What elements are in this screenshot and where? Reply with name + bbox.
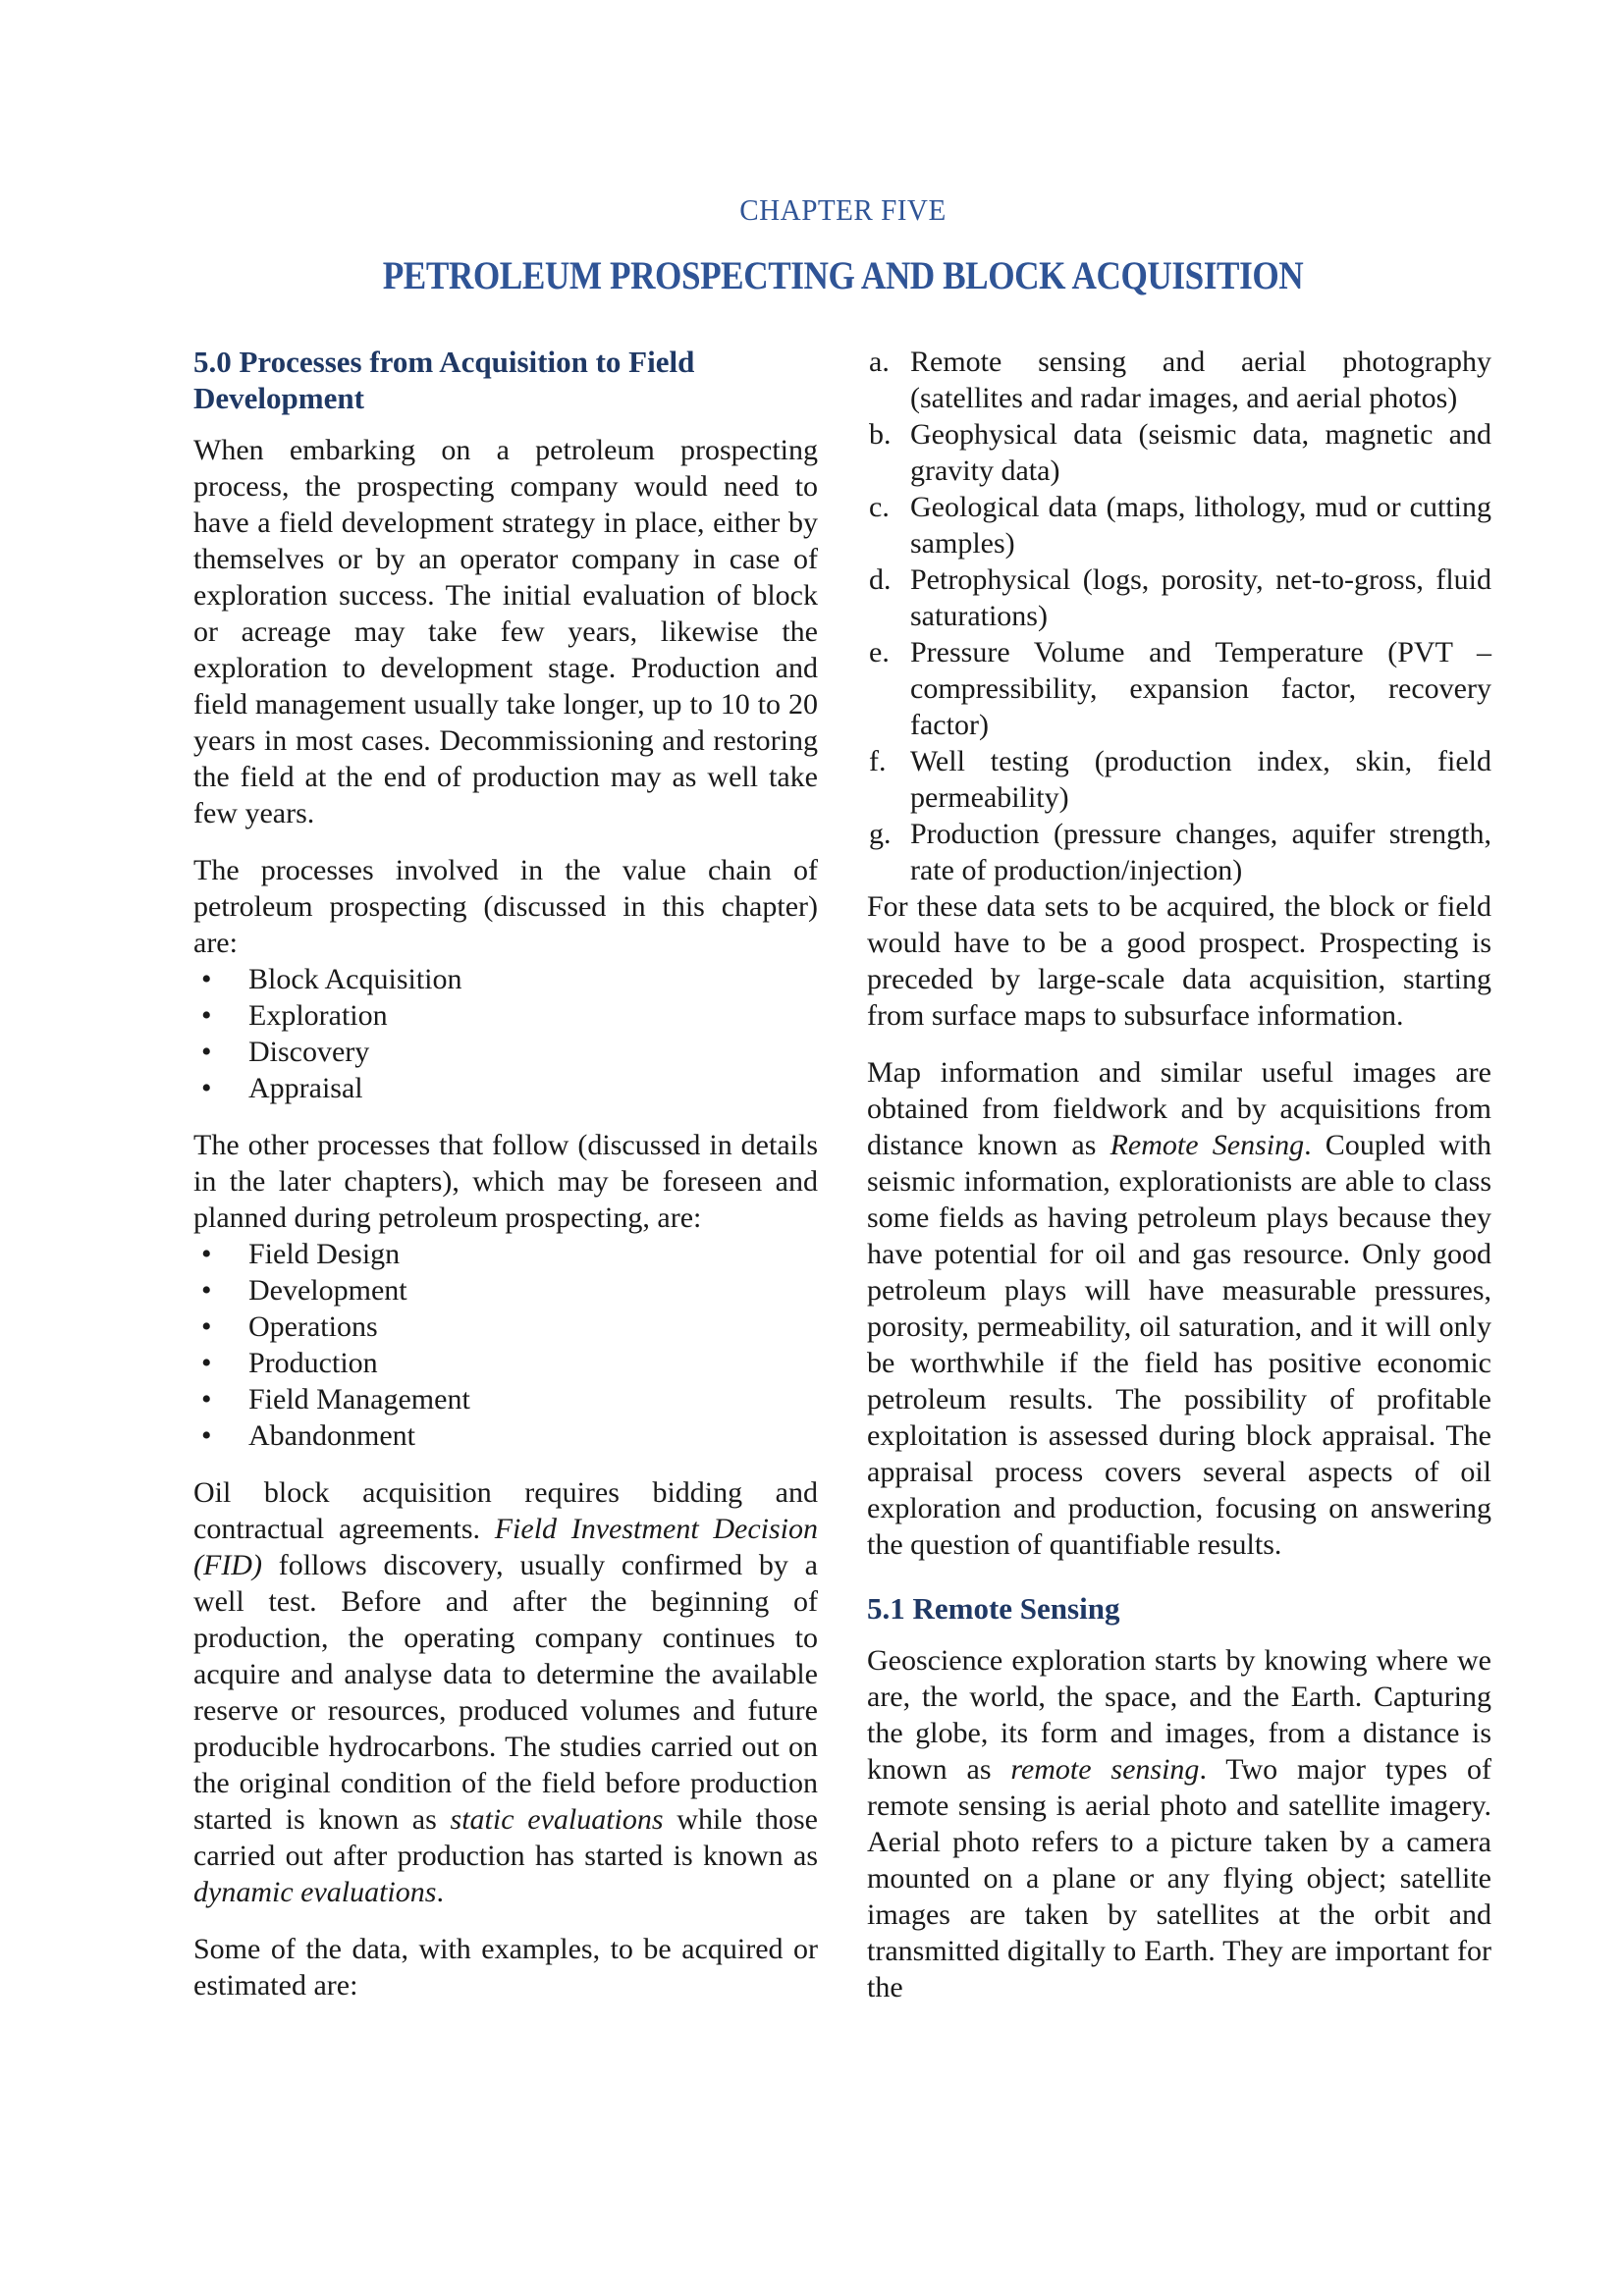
section-heading-5-1: 5.1 Remote Sensing: [867, 1591, 1120, 1626]
two-column-layout: [193, 344, 1492, 2005]
list-item-text: Field Design: [248, 1238, 401, 1270]
list-marker: a.: [869, 346, 890, 378]
right-column: [867, 344, 1491, 2005]
bullet-icon: •: [201, 999, 212, 1032]
list-marker: c.: [869, 491, 890, 523]
list-item: [193, 1345, 818, 1381]
list-item: [867, 561, 1491, 634]
process-bullet-list: [193, 961, 818, 1106]
list-item: [193, 1381, 818, 1417]
other-processes-bullet-list: [193, 1236, 818, 1454]
paragraph-other-processes-lead: The other processes that follow (discussed in details in the later chapters), which may be foreseen and planned during petroleum prospecting, are:: [193, 1129, 818, 1234]
list-item-text: Exploration: [248, 999, 388, 1032]
section-heading-5-0: 5.0 Processes from Acquisition to Field Development: [193, 345, 695, 415]
list-item-text: Abandonment: [248, 1419, 415, 1452]
list-marker: g.: [869, 818, 892, 850]
list-marker: f.: [869, 745, 887, 777]
list-item-text: Remote sensing and aerial photography (satellites and radar images, and aerial photos): [910, 346, 1491, 414]
list-item: [867, 489, 1491, 561]
bullet-icon: •: [201, 1072, 212, 1104]
list-item-text: Geophysical data (seismic data, magnetic and gravity data): [910, 418, 1491, 487]
list-item-text: Discovery: [248, 1036, 370, 1068]
paragraph-field-development: When embarking on a petroleum prospecting process, the prospecting company would need to have a field development strategy in place, either by themselves or by an operator company in case of exploration success. The initial evaluation of block or acreage may take few years, likewise the exploration to development stage. Production and field management usually take longer, up to 10 to 20 years in most cases. Decommissioning and restoring the field at the end of production may as well take few years.: [193, 434, 818, 829]
list-item-text: Field Management: [248, 1383, 470, 1415]
list-item: [867, 416, 1491, 489]
chapter-label: CHAPTER FIVE: [739, 192, 947, 227]
italic-text-run: dynamic evaluations: [193, 1876, 437, 1908]
list-item-text: Production: [248, 1347, 378, 1379]
italic-text-run: Remote Sensing: [1110, 1129, 1305, 1161]
list-item: [867, 344, 1491, 416]
bullet-icon: •: [201, 1383, 212, 1415]
paragraph-processes-lead: The processes involved in the value chain of petroleum prospecting (discussed in this chapter) are:: [193, 854, 818, 959]
data-types-lettered-list: [867, 344, 1491, 888]
bullet-icon: •: [201, 1310, 212, 1343]
list-marker: d.: [869, 563, 892, 596]
bullet-icon: •: [201, 1274, 212, 1307]
list-item: [193, 1236, 818, 1272]
text-run: Map information and similar useful images are obtained from fieldwork and by acquisitions from distance known as: [867, 1056, 1491, 1161]
paragraph-data-lead: Some of the data, with examples, to be acquired or estimated are:: [193, 1933, 818, 2002]
list-item: [193, 1308, 818, 1345]
list-item-text: Development: [248, 1274, 407, 1307]
italic-text-run: Field Investment Decision (FID): [193, 1513, 818, 1581]
paragraph-prospect: For these data sets to be acquired, the block or field would have to be a good prospect. Prospecting is preceded by large-scale data acquisition, starting from surface maps to subsurface information.: [867, 890, 1491, 1032]
list-item: [193, 1417, 818, 1454]
list-marker: e.: [869, 636, 890, 668]
paragraph-geoscience: [867, 1642, 1491, 2005]
list-item: [193, 961, 818, 997]
page-title: PETROLEUM PROSPECTING AND BLOCK ACQUISITION: [382, 253, 1304, 297]
paragraph-fid: [193, 1474, 818, 1910]
text-run: Geoscience exploration starts by knowing where we are, the world, the space, and the Earth. Capturing the globe, its form and images, from a distance is known as: [867, 1644, 1491, 1786]
bullet-icon: •: [201, 963, 212, 995]
text-run: . Coupled with seismic information, explorationists are able to class some fields as having petroleum plays because they have potential for oil and gas resource. Only good petroleum plays will have measurable pressures, porosity, permeability, oil saturation, and it will only be worthwhile if the field has positive economic petroleum results. The possibility of profitable exploitation is assessed during block appraisal. The appraisal process covers several aspects of oil exploration and production, focusing on answering the question of quantifiable results.: [867, 1129, 1492, 1561]
bullet-icon: •: [201, 1036, 212, 1068]
list-item: [193, 1272, 818, 1308]
list-item: [867, 634, 1491, 743]
text-run: follows discovery, usually confirmed by a well test. Before and after the beginning of production, the operating company continues to acquire and analyse data to determine the available reserve or resources, produced volumes and future producible hydrocarbons. The studies carried out on the original condition of the field before production started is known as: [193, 1549, 818, 1836]
list-item: [193, 1070, 818, 1106]
italic-text-run: remote sensing: [1010, 1753, 1200, 1786]
list-item-text: Appraisal: [248, 1072, 363, 1104]
list-item-text: Block Acquisition: [248, 963, 462, 995]
text-run: .: [436, 1876, 444, 1908]
text-run: Oil block acquisition requires bidding and contractual agreements.: [193, 1476, 818, 1545]
text-run: . Two major types of remote sensing is aerial photo and satellite imagery. Aerial photo refers to a picture taken by a camera mounted on a plane or any flying object; satellite images are taken by satellites at the orbit and transmitted digitally to Earth. They are important for the: [867, 1753, 1492, 2003]
list-item: [193, 1034, 818, 1070]
list-marker: b.: [869, 418, 892, 451]
bullet-icon: •: [201, 1347, 212, 1379]
text-run: while those carried out after production has started is known as: [193, 1803, 818, 1872]
list-item-text: Petrophysical (logs, porosity, net-to-gross, fluid saturations): [910, 563, 1491, 632]
italic-text-run: static evaluations: [450, 1803, 664, 1836]
paragraph-map-information: [867, 1054, 1491, 1563]
list-item-text: Well testing (production index, skin, field permeability): [910, 745, 1491, 814]
bullet-icon: •: [201, 1419, 212, 1452]
list-item: [193, 997, 818, 1034]
list-item: [867, 816, 1491, 888]
list-item-text: Pressure Volume and Temperature (PVT – compressibility, expansion factor, recovery factor): [910, 636, 1491, 741]
list-item-text: Production (pressure changes, aquifer strength, rate of production/injection): [910, 818, 1491, 886]
list-item-text: Operations: [248, 1310, 378, 1343]
bullet-icon: •: [201, 1238, 212, 1270]
list-item-text: Geological data (maps, lithology, mud or cutting samples): [910, 491, 1491, 560]
left-column: [193, 344, 818, 2005]
list-item: [867, 743, 1491, 816]
